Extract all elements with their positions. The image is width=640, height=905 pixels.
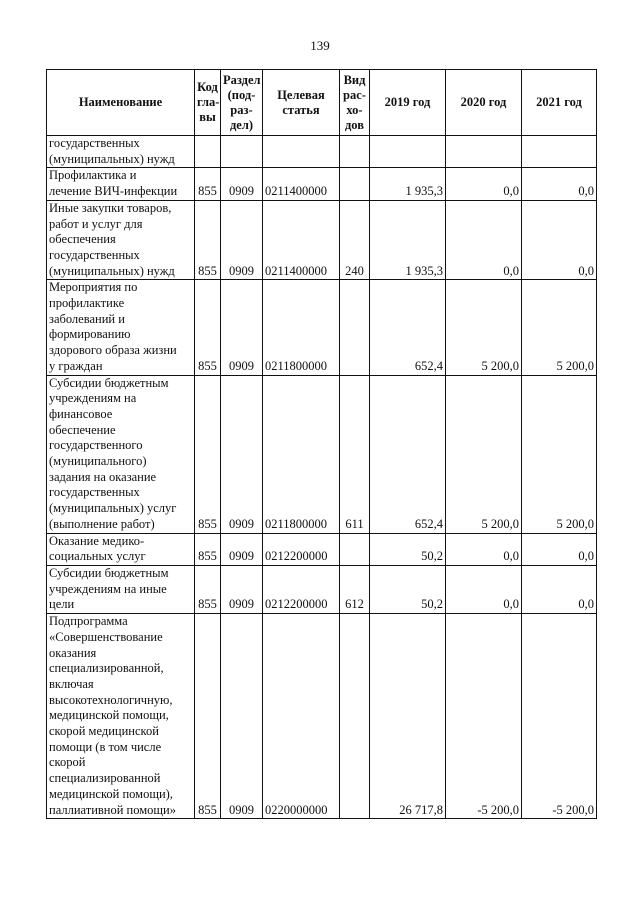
cell-2021: 5 200,0 xyxy=(522,375,597,533)
cell-name: Иные закупки товаров, работ и услуг для обеспечения государственных (муниципальных) нужд xyxy=(47,200,195,280)
cell-2020: 0,0 xyxy=(446,565,522,613)
cell-exp-type xyxy=(340,168,370,200)
header-section: Раздел (под- раз- дел) xyxy=(221,70,263,136)
cell-name: Субсидии бюджетным учреждениям на финансовое обеспечение государственного (муниципального) задания на оказание государственных (муниципальных) услуг (выполнение работ) xyxy=(47,375,195,533)
budget-table xyxy=(46,69,597,819)
cell-exp-type xyxy=(340,533,370,565)
cell-name: Субсидии бюджетным учреждениям на иные цели xyxy=(47,565,195,613)
table-body xyxy=(47,136,597,819)
table-row xyxy=(47,200,597,280)
cell-2021 xyxy=(522,136,597,168)
cell-exp-type: 612 xyxy=(340,565,370,613)
cell-article: 0212200000 xyxy=(263,533,340,565)
cell-code: 855 xyxy=(195,565,221,613)
header-2021: 2021 год xyxy=(522,70,597,136)
cell-name: Мероприятия по профилактике заболеваний и формированию здорового образа жизни у граждан xyxy=(47,280,195,375)
cell-code: 855 xyxy=(195,614,221,819)
cell-name: Оказание медико- социальных услуг xyxy=(47,533,195,565)
cell-section xyxy=(221,136,263,168)
cell-code: 855 xyxy=(195,200,221,280)
cell-section: 0909 xyxy=(221,280,263,375)
cell-code: 855 xyxy=(195,168,221,200)
cell-2021: 0,0 xyxy=(522,533,597,565)
header-article: Целевая статья xyxy=(263,70,340,136)
page-number: 139 xyxy=(310,38,330,53)
cell-section: 0909 xyxy=(221,533,263,565)
cell-2019 xyxy=(370,136,446,168)
cell-2020: 5 200,0 xyxy=(446,375,522,533)
cell-2020: 5 200,0 xyxy=(446,280,522,375)
cell-code: 855 xyxy=(195,375,221,533)
header-2020: 2020 год xyxy=(446,70,522,136)
cell-exp-type: 611 xyxy=(340,375,370,533)
cell-code: 855 xyxy=(195,280,221,375)
table-row xyxy=(47,168,597,200)
cell-name: Профилактика и лечение ВИЧ-инфекции xyxy=(47,168,195,200)
cell-2021: 0,0 xyxy=(522,565,597,613)
cell-2019: 1 935,3 xyxy=(370,200,446,280)
cell-section: 0909 xyxy=(221,565,263,613)
table-row xyxy=(47,533,597,565)
cell-section: 0909 xyxy=(221,200,263,280)
cell-2020: 0,0 xyxy=(446,168,522,200)
cell-code xyxy=(195,136,221,168)
cell-2019: 652,4 xyxy=(370,280,446,375)
cell-article: 0220000000 xyxy=(263,614,340,819)
cell-2019: 50,2 xyxy=(370,565,446,613)
cell-2019: 652,4 xyxy=(370,375,446,533)
cell-article xyxy=(263,136,340,168)
cell-exp-type xyxy=(340,280,370,375)
header-code: Код гла- вы xyxy=(195,70,221,136)
cell-article: 0211400000 xyxy=(263,200,340,280)
table-row xyxy=(47,614,597,819)
cell-exp-type: 240 xyxy=(340,200,370,280)
cell-article: 0212200000 xyxy=(263,565,340,613)
cell-2021: 0,0 xyxy=(522,200,597,280)
cell-article: 0211800000 xyxy=(263,375,340,533)
cell-2021: -5 200,0 xyxy=(522,614,597,819)
cell-article: 0211400000 xyxy=(263,168,340,200)
cell-name: государственных (муниципальных) нужд xyxy=(47,136,195,168)
cell-2020: 0,0 xyxy=(446,533,522,565)
cell-2020: -5 200,0 xyxy=(446,614,522,819)
table-row xyxy=(47,375,597,533)
cell-2020: 0,0 xyxy=(446,200,522,280)
cell-2021: 5 200,0 xyxy=(522,280,597,375)
header-2019: 2019 год xyxy=(370,70,446,136)
cell-2019: 50,2 xyxy=(370,533,446,565)
header-name: Наименование xyxy=(47,70,195,136)
cell-name: Подпрограмма «Совершенствование оказания специализированной, включая высокотехнологичную, медицинской помощи, скорой медицинской помощи (в том числе скорой специализированной медицинской помощи), паллиативной помощи» xyxy=(47,614,195,819)
cell-article: 0211800000 xyxy=(263,280,340,375)
cell-2019: 1 935,3 xyxy=(370,168,446,200)
table-header-row xyxy=(47,70,597,136)
cell-section: 0909 xyxy=(221,375,263,533)
table-row xyxy=(47,136,597,168)
header-exp-type: Вид рас- хо- дов xyxy=(340,70,370,136)
table-row xyxy=(47,280,597,375)
cell-exp-type xyxy=(340,614,370,819)
cell-2019: 26 717,8 xyxy=(370,614,446,819)
cell-exp-type xyxy=(340,136,370,168)
cell-2020 xyxy=(446,136,522,168)
cell-code: 855 xyxy=(195,533,221,565)
cell-2021: 0,0 xyxy=(522,168,597,200)
cell-section: 0909 xyxy=(221,614,263,819)
cell-section: 0909 xyxy=(221,168,263,200)
table-row xyxy=(47,565,597,613)
